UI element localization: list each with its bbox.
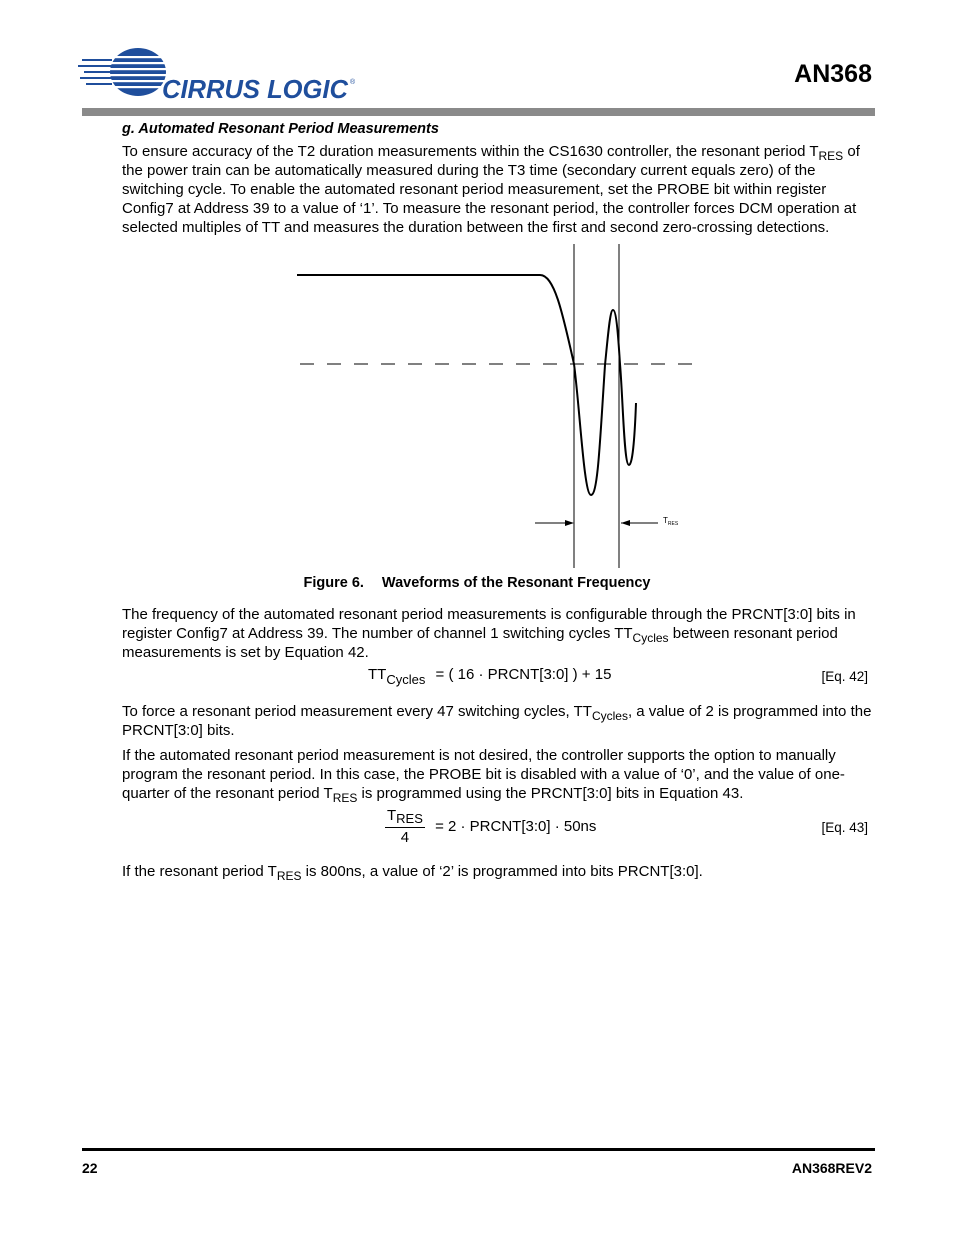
paragraph-manual <box>122 746 872 803</box>
subscript: RES <box>332 791 358 805</box>
logo-globe-icon <box>110 48 166 96</box>
text-run: To force a resonant period measurement every 47 switching cycles, TT <box>122 703 592 720</box>
paragraph-intro <box>122 142 872 237</box>
subscript: Cycles <box>591 709 628 723</box>
text-run: If the automated resonant period measurement is not desired, the controller supports the option to manually program the resonant period. In this case, the PROBE bit is disabled with a value of ‘0’, and the value of one-quarter of the resonant period T <box>122 747 845 802</box>
subscript: Cycles <box>632 631 669 645</box>
equation-42-number: [Eq. 42] <box>821 669 868 684</box>
paragraph-example <box>122 702 872 740</box>
caption-number: Figure 6. <box>303 575 364 591</box>
text-run: is 800ns, a value of ‘2’ is programmed into bits PRCNT[3:0]. <box>301 863 703 880</box>
document-revision: AN368REV2 <box>791 1160 872 1176</box>
fraction: $\frac{T_{RES}}{4}$ <box>387 807 423 846</box>
text-run: The frequency of the automated resonant period measurements is configurable through the PRCNT[3:0] bits in register Config7 at Address 39. The number of channel 1 switching cycles TT <box>122 606 856 642</box>
tres-label: $T_{RES}$ <box>663 516 679 527</box>
document-id: AN368 <box>794 60 872 88</box>
page-number: 22 <box>82 1160 98 1176</box>
caption-title: Waveforms of the Resonant Frequency <box>381 575 651 591</box>
text-run: , a value of 2 is programmed into the PRCNT[3:0] bits. <box>122 703 872 739</box>
equation-42: $TT_{Cycles}$ = ( 16 · PRCNT[3:0] ) + 15 <box>368 666 612 687</box>
logo-wordmark: CIRRUS LOGIC <box>162 74 350 104</box>
equation-43: $\frac{T_{RES}}{4}$ = 2 · PRCNT[3:0] · 50ns <box>387 807 597 846</box>
subscript: RES <box>276 869 302 883</box>
text-run: To ensure accuracy of the T2 duration measurements within the CS1630 controller, the resonant period T <box>122 143 819 160</box>
text-run: of the power train can be automatically measured during the T3 time (secondary current equals zero) of the switching cycle. To enable the automated resonant period measurement, set the PROBE bit within register Config7 at Address 39 to a value of ‘1’. To measure the resonant period, the controller forces DCM operation at selected multiples of TT and measures the duration between the first and second zero-crossing detections. <box>122 143 860 236</box>
text-run: If the resonant period T <box>122 863 277 880</box>
section-heading: g. Automated Resonant Period Measurements <box>122 121 439 137</box>
ringing-waveform <box>297 275 636 495</box>
cirrus-logic-logo <box>78 42 368 112</box>
paragraph-frequency <box>122 605 872 662</box>
resonant-waveform-figure <box>280 240 700 570</box>
text-run: between resonant period measurements is set by Equation 42. <box>122 625 838 661</box>
figure-caption <box>0 575 954 591</box>
header-rule <box>82 108 875 116</box>
footer-rule <box>82 1148 875 1151</box>
subscript: RES <box>818 149 844 163</box>
text-run: is programmed using the PRCNT[3:0] bits in Equation 43. <box>357 785 744 802</box>
paragraph-conclusion <box>122 862 872 881</box>
svg-text:®: ® <box>350 79 356 86</box>
equation-43-number: [Eq. 43] <box>821 820 868 835</box>
